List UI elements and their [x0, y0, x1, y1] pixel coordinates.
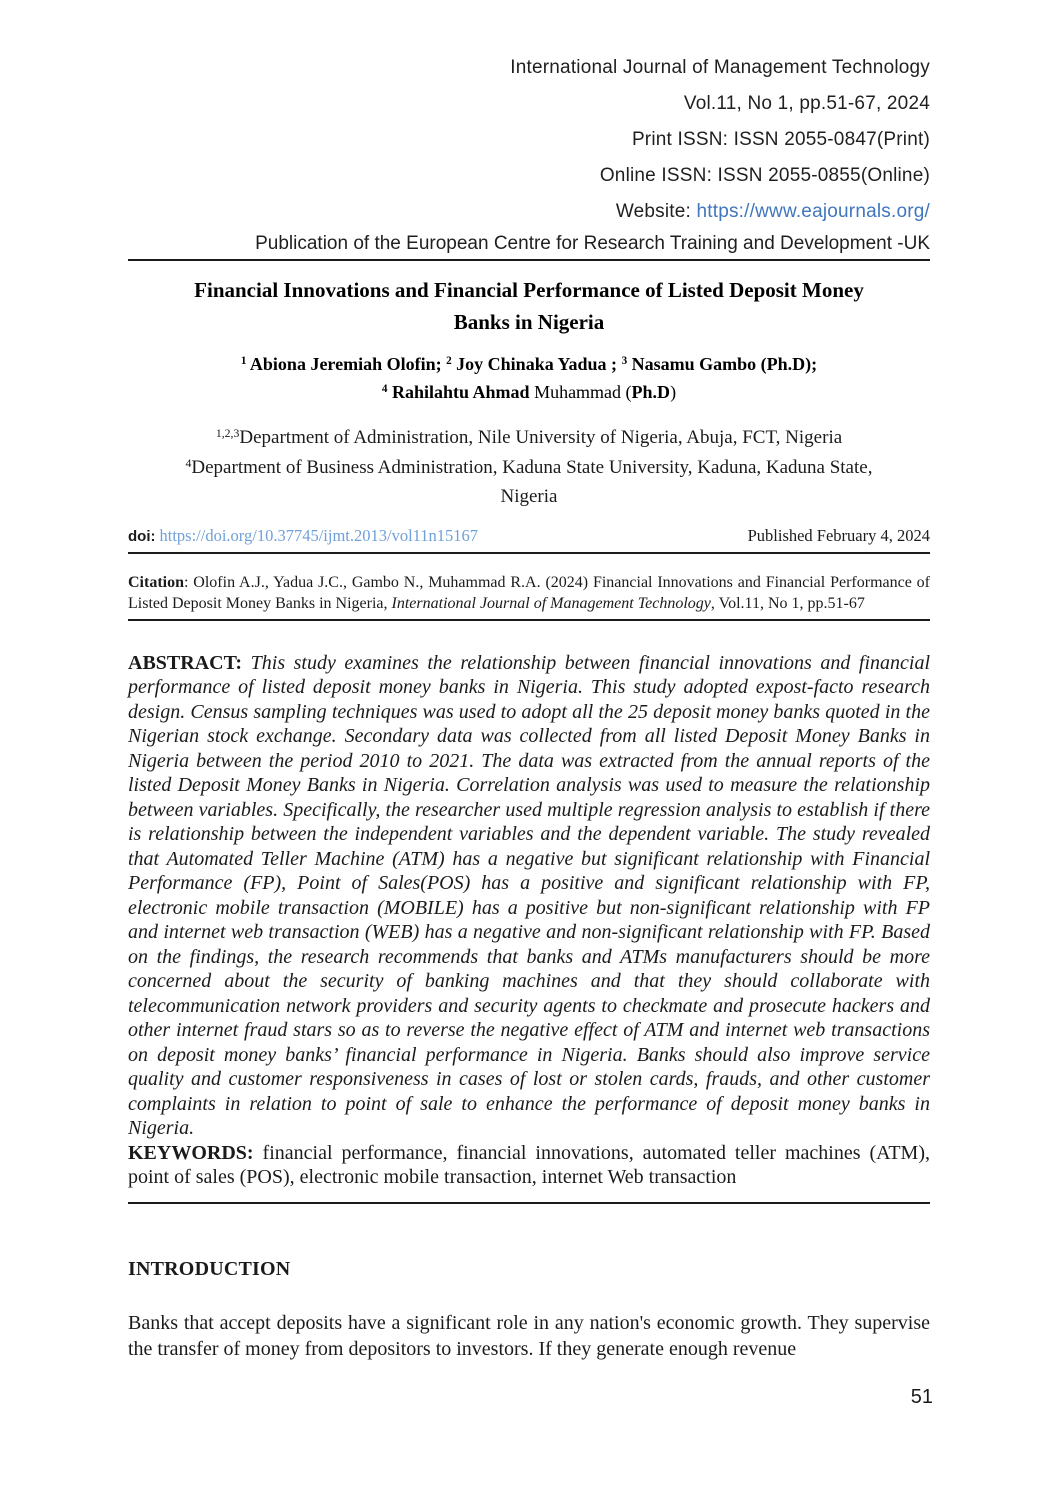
- citation-journal-name: International Journal of Management Technology: [391, 595, 711, 612]
- author4-name-bold: Rahilahtu Ahmad: [392, 381, 530, 402]
- article-title-line2: Banks in Nigeria: [453, 309, 605, 334]
- affiliation-line2: [128, 453, 930, 483]
- author1-superscript: 1: [240, 355, 247, 368]
- affiliation2-text: Department of Business Administration, Kaduna State University, Kaduna, Kaduna State,: [191, 456, 873, 478]
- authors-line2: [128, 379, 930, 407]
- author3-name: Nasamu Gambo (Ph.D);: [631, 354, 818, 374]
- abstract-keywords-section: [128, 651, 930, 1190]
- doi-group: [128, 526, 478, 546]
- citation-block: [128, 572, 930, 621]
- abstract-label: ABSTRACT:: [128, 651, 243, 674]
- affiliations-block: [128, 423, 930, 512]
- doi-label: doi:: [128, 527, 156, 545]
- authors-line1: [128, 351, 930, 379]
- keywords-text: financial performance, financial innovations, automated teller machines (ATM), point of sales (POS), electronic mobile transaction, internet Web transaction: [128, 1141, 931, 1188]
- author2-name: Joy Chinaka Yadua ;: [456, 354, 618, 374]
- doi-row: [128, 526, 930, 554]
- citation-text-after: , Vol.11, No 1, pp.51-67: [710, 595, 865, 612]
- affiliation-line3: Nigeria: [500, 486, 558, 507]
- article-title: [128, 275, 930, 338]
- published-date: Published February 4, 2024: [747, 525, 930, 545]
- publication-line: Publication of the European Centre for Research Training and Development -UK: [128, 230, 930, 261]
- author4-superscript: 4: [381, 382, 388, 395]
- affiliation1-text: Department of Administration, Nile University of Nigeria, Abuja, FCT, Nigeria: [239, 427, 843, 448]
- author1-name: Abiona Jeremiah Olofin;: [249, 354, 442, 374]
- website-link[interactable]: https://www.eajournals.org/: [696, 201, 930, 222]
- volume-info: Vol.11, No 1, pp.51-67, 2024: [683, 93, 930, 114]
- article-title-line1: Financial Innovations and Financial Performance of Listed Deposit Money: [194, 278, 864, 302]
- author2-superscript: 2: [446, 355, 452, 368]
- abstract-paragraph: [128, 651, 930, 1141]
- affiliation-line1: [128, 423, 930, 453]
- online-issn: Online ISSN: ISSN 2055-0855(Online): [599, 165, 930, 186]
- print-issn: Print ISSN: ISSN 2055-0847(Print): [631, 129, 930, 150]
- journal-title: International Journal of Management Technology: [510, 57, 930, 78]
- citation-label: Citation: [128, 573, 184, 591]
- introduction-paragraph: Banks that accept deposits have a significant role in any nation's economic growth. They supervise the transfer of money from depositors to investors. If they generate enough revenue: [128, 1311, 930, 1360]
- affiliation1-superscript: 1,2,3: [215, 427, 240, 441]
- doi-link[interactable]: https://doi.org/10.37745/ijmt.2013/vol11n15167: [159, 525, 479, 545]
- affiliation2-superscript: 4: [185, 456, 192, 470]
- author4-phd: Ph.D: [631, 381, 671, 402]
- author4-paren-close: ): [670, 381, 677, 402]
- author3-superscript: 3: [621, 355, 628, 368]
- keywords-label: KEYWORDS:: [128, 1141, 254, 1164]
- authors-block: [128, 351, 930, 406]
- keywords-paragraph: [128, 1141, 930, 1190]
- page-number: 51: [910, 1386, 933, 1408]
- section-divider: [128, 1202, 930, 1204]
- website-line: [128, 194, 930, 230]
- citation-text-before: : Olofin A.J., Yadua J.C., Gambo N., Muhammad R.A. (2024) Financial Innovations and Financial Performance of Listed Deposit Money Banks in Nigeria,: [128, 573, 930, 612]
- journal-header: [128, 50, 930, 230]
- author4-name-regular: Muhammad (: [534, 381, 632, 402]
- introduction-heading: INTRODUCTION: [128, 1257, 291, 1280]
- website-label: Website:: [615, 201, 691, 222]
- abstract-text: This study examines the relationship between financial innovations and financial performance of listed deposit money banks in Nigeria. This study adopted expost-facto research design. Census sampling techniques was used to adopt all the 25 deposit money banks quoted in the Nigerian stock exchange. Secondary data was collected from all listed Deposit Money Banks in Nigeria between the period 2010 to 2021. The data was extracted from the annual reports of the listed Deposit Money Banks in Nigeria. Correlation analysis was used to measure the relationship between variables. Specifically, the researcher used multiple regression analysis to establish if there is relationship between the independent variables and the dependent variable. The study revealed that Automated Teller Machine (ATM) has a negative but significant relationship with Financial Performance (FP), Point of Sales(POS) has a positive and significant relationship with FP, electronic mobile transaction (MOBILE) has a positive but non-significant relationship with FP and internet web transaction (WEB) has a negative and non-significant relationship with FP. Based on the findings, the research recommends that banks and ATMs manufacturers should be more concerned about the security of banking machines and that they should collaborate with telecommunication network providers and security agents to checkmate and prosecute hackers and other internet fraud stars so as to reverse the negative effect of ATM and internet web transactions on deposit money banks’ financial performance in Nigeria. Banks should also improve service quality and customer responsiveness in cases of lost or stolen cards, frauds, and other customer complaints in relation to point of sale to enhance the performance of deposit money banks in Nigeria.: [128, 651, 930, 1139]
